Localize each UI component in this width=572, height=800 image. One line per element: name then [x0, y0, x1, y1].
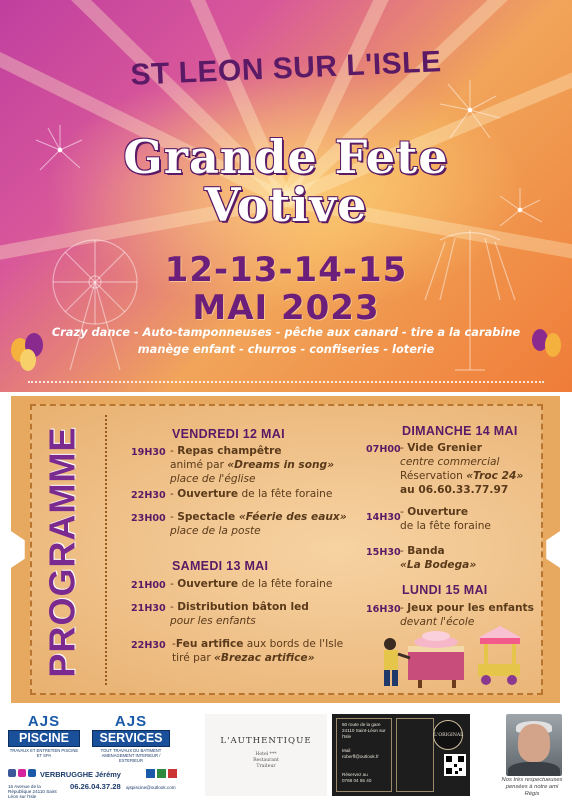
- event-month: MAI 2023: [192, 288, 380, 328]
- cotton-candy-cart-icon: [478, 626, 522, 685]
- qr-code-icon: [444, 754, 466, 776]
- event-time: 15H30: [366, 547, 401, 558]
- person-icon: [28, 769, 36, 777]
- event-time: 21H00: [131, 580, 166, 591]
- social-icons: [8, 768, 38, 778]
- event-title-line1: Grande Fete: [123, 130, 449, 184]
- event-item: - Ouverture de la fête foraine: [170, 488, 333, 500]
- hero-banner: [0, 0, 572, 392]
- day-heading-monday: LUNDI 15 MAI: [402, 583, 488, 597]
- sponsor-lauthentique: L'AUTHENTIQUE Hotel *** Restaurant Traiteur: [205, 714, 327, 796]
- event-item: - Repas champêtre animé par «Dreams in song» place de l'église: [170, 445, 335, 485]
- sponsor-contact-name: VERBRUGGHE Jérémy: [40, 770, 121, 779]
- event-time: 14H30: [366, 512, 401, 523]
- day-heading-friday: VENDREDI 12 MAI: [172, 427, 285, 441]
- sponsor-ajs-services: AJS SERVICES TOUT TRAVAUX DU BATIMENT AMENAGEMENT INTERIEUR / EXTERIEUR: [92, 714, 170, 754]
- activities-line2: manège enfant - churros - confiseries - loterie: [137, 342, 435, 356]
- sponsor-loriginal: 60 route de la gare 24110 Saint-Léon sur l'Isle Mail roberff@outlook.fr Réservez au 0768 04 55 40: [332, 714, 470, 796]
- event-dates: 12-13-14-15: [164, 250, 408, 290]
- loriginal-logo: L'ORIGINAL: [433, 720, 463, 750]
- event-time: 22H30: [131, 640, 166, 651]
- programme-label: PROGRAMME: [41, 426, 82, 678]
- town-name: ST LEON SUR L'ISLE: [129, 45, 443, 92]
- badge-icon: [168, 769, 177, 778]
- person-icon: [384, 638, 410, 686]
- fair-stand-illustration: [372, 624, 540, 690]
- tribute-photo: [506, 714, 562, 776]
- event-time: 21H30: [131, 603, 166, 614]
- facebook-icon: [8, 769, 16, 777]
- event-time: 19H30: [131, 447, 166, 458]
- partner-logos: [146, 769, 178, 778]
- event-item: - Spectacle «Féerie des eaux» place de la poste: [170, 511, 347, 537]
- tribute-caption: Nos très respectueuses pensées à notre ami Régis: [501, 777, 563, 797]
- event-time: 23H00: [131, 513, 166, 524]
- event-time: 07H00: [366, 444, 401, 455]
- sponsor-email: ajspiscine@outlook.com: [126, 785, 176, 790]
- sponsor-ajs-piscine: AJS PISCINE TRAVAUX ET ENTRETIEN PISCINE ET SPA: [9, 713, 79, 758]
- event-item: - Banda «La Bodega»: [400, 545, 477, 571]
- cake-stall-icon: [408, 631, 464, 688]
- event-item: - Distribution bâton led pour les enfants: [170, 601, 309, 627]
- dotted-divider: [28, 381, 544, 383]
- event-title-line2: Votive: [204, 178, 368, 232]
- day-heading-sunday: DIMANCHE 14 MAI: [402, 424, 518, 438]
- event-item: - Jeux pour les enfants devant l'école: [400, 602, 534, 628]
- event-item: - Ouverture de la fête foraine: [170, 578, 333, 590]
- dotted-divider: [105, 415, 107, 685]
- event-time: 16H30: [366, 604, 401, 615]
- badge-icon: [157, 769, 166, 778]
- badge-icon: [146, 769, 155, 778]
- event-item: -Feu artifice aux bords de l'Isle tiré par «Brezac artifice»: [172, 638, 344, 664]
- activities-line1: Crazy dance - Auto-tamponneuses - pêche aux canard - tire a la carabine: [51, 325, 521, 339]
- sponsor-address: 16 Avenue de la République 24110 Saint Léon sur l'Isle: [8, 784, 57, 799]
- event-time: 22H30: [131, 490, 166, 501]
- event-item: - Ouverture de la fête foraine: [400, 506, 491, 532]
- day-heading-saturday: SAMEDI 13 MAI: [172, 559, 269, 573]
- event-item: - Vide Grenier centre commercial Réservation «Troc 24» au 06.60.33.77.97: [400, 442, 524, 496]
- sponsor-phone: 06.26.04.37.28: [70, 782, 121, 791]
- instagram-icon: [18, 769, 26, 777]
